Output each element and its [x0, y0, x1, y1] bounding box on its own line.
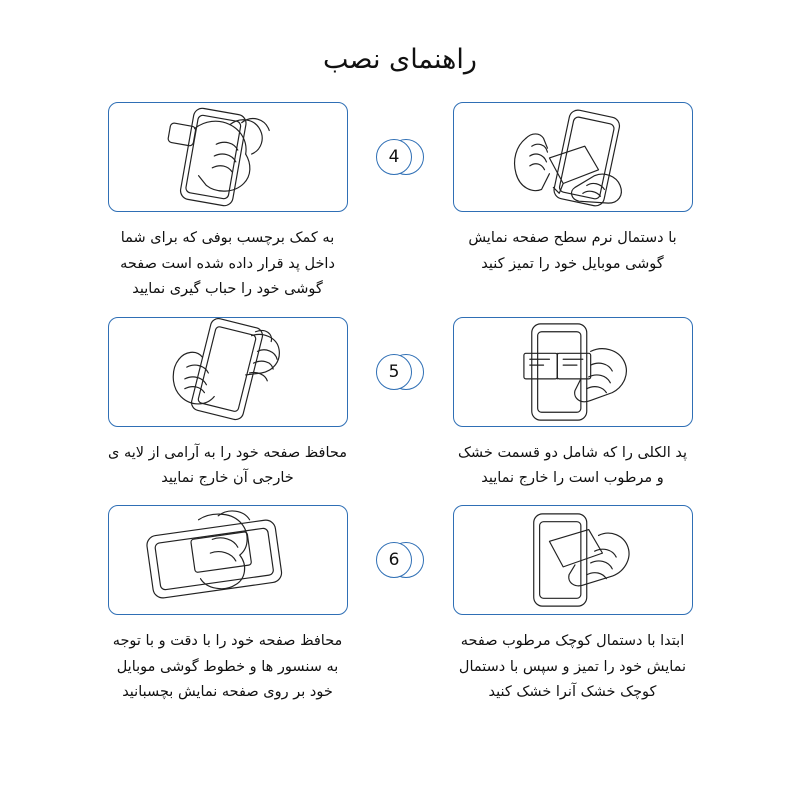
hand-holding-pad: [574, 348, 626, 401]
page-title: راهنمای نصب: [323, 44, 477, 75]
step-item: [405, 102, 740, 302]
step-caption: [468, 226, 676, 277]
phone-outline: [145, 519, 282, 599]
illustration-panel-6: [108, 505, 348, 615]
illustration-wrap: [405, 505, 740, 615]
step-item: [60, 102, 400, 302]
illustration-panel-3: [453, 505, 693, 615]
caption-line: کوچک خشک آنرا خشک کنید: [488, 684, 657, 701]
step-caption: [108, 441, 347, 492]
illustration-wrap: [60, 317, 400, 427]
caption-line: محافظ صفحه خود را با دقت و با توجه: [112, 633, 343, 650]
caption-line: خود بر روی صفحه نمایش بچسبانید: [122, 684, 333, 701]
caption-line: با دستمال نرم سطح صفحه نمایش: [468, 230, 677, 247]
illustration-panel-4: [108, 102, 348, 212]
caption-line: داخل پد قرار داده شده است صفحه: [120, 255, 335, 272]
step-number-badge: 5: [376, 354, 412, 390]
step-caption: [120, 226, 335, 302]
steps-grid: [0, 102, 800, 705]
step-number-badge: 6: [376, 542, 412, 578]
step-caption: [113, 629, 343, 705]
caption-line: گوشی موبایل خود را تمیز کنید: [481, 255, 664, 272]
illustration-wrap: [405, 102, 740, 212]
hand-fingers: [194, 119, 269, 192]
cloth-shape: [549, 147, 598, 194]
hand-placing: [198, 511, 249, 589]
caption-line: و مرطوب است را خارج نمایید: [481, 469, 664, 486]
hand-wiping: [568, 533, 628, 586]
illustration-panel-1: [453, 102, 693, 212]
caption-line: خارجی آن خارج نمایید: [161, 469, 294, 486]
phone-outline: [552, 109, 621, 208]
caption-line: محافظ صفحه خود را به آرامی از لایه ی: [107, 444, 348, 461]
step-caption: [459, 629, 686, 705]
phone-outline: [531, 323, 586, 419]
phone-outline: [533, 514, 586, 606]
caption-line: نمایش خود را تمیز و سپس با دستمال: [458, 658, 687, 675]
step-item: [405, 317, 740, 492]
step-caption: [458, 441, 687, 492]
buffer-sticker: [167, 123, 196, 147]
step-number-badge: 4: [376, 139, 412, 175]
left-hand: [514, 134, 549, 191]
caption-line: به سنسور ها و خطوط گوشی موبایل: [116, 658, 339, 675]
caption-line: ابتدا با دستمال کوچک مرطوب صفحه: [460, 633, 685, 650]
illustration-wrap: [60, 505, 400, 615]
caption-line: گوشی خود را حباب گیری نمایید: [132, 281, 323, 298]
illustration-panel-2: [453, 317, 693, 427]
step-item: [60, 505, 400, 705]
step-item: [60, 317, 400, 492]
step-item: [405, 505, 740, 705]
illustration-wrap: [405, 317, 740, 427]
protector-sheet: [189, 318, 271, 421]
illustration-wrap: [60, 102, 400, 212]
caption-line: به کمک برچسب بوفی که برای شما: [120, 230, 335, 247]
phone-outline: [179, 107, 247, 207]
illustration-panel-5: [108, 317, 348, 427]
caption-line: پد الکلی را که شامل دو قسمت خشک: [457, 444, 688, 461]
